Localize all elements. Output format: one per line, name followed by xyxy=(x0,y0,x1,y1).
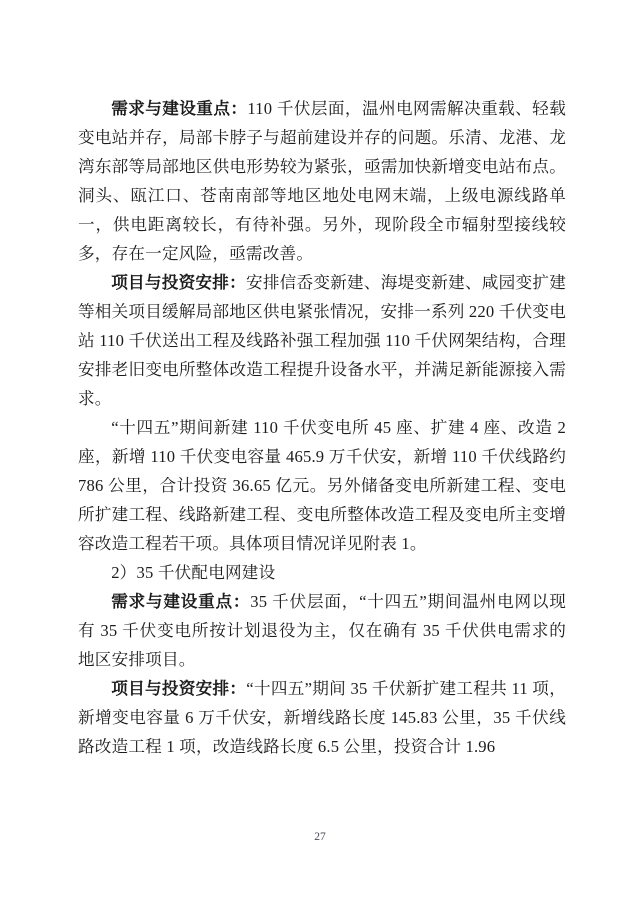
paragraph-text: 安排信岙变新建、海堤变新建、咸园变扩建等相关项目缓解局部地区供电紧张情况，安排一系列 220 千伏变电站 110 千伏送出工程及线路补强工程加强 110 千伏网架结构，合理安排老旧变电所整体改造工程提升设备水平，并满足新能源接入需求。 xyxy=(78,273,566,408)
paragraph-lead: 需求与建设重点： xyxy=(111,592,251,611)
heading-35kv-section xyxy=(78,558,566,587)
page-number: 27 xyxy=(314,831,326,843)
paragraph-text: 35 千伏层面，“十四五”期间温州电网以现有 35 千伏变电所按计划退役为主，仅在确有 35 千伏供电需求的地区安排项目。 xyxy=(78,592,567,669)
paragraph-lead: 需求与建设重点： xyxy=(111,99,248,118)
paragraph-110kv-statistics xyxy=(78,413,566,558)
paragraph-investment-110kv xyxy=(78,268,566,413)
document-body xyxy=(78,94,566,761)
heading-text: 2）35 千伏配电网建设 xyxy=(111,563,276,582)
paragraph-demand-35kv xyxy=(78,587,566,674)
paragraph-lead: 项目与投资安排： xyxy=(111,273,246,292)
paragraph-text: “十四五”期间 35 千伏新扩建工程共 11 项，新增变电容量 6 万千伏安，新增线路长度 145.83 公里，35 千伏线路改造工程 1 项，改造线路长度 6.5 公里，投资合计 1.96 xyxy=(78,679,566,756)
paragraph-demand-110kv xyxy=(78,94,566,268)
paragraph-text: “十四五”期间新建 110 千伏变电所 45 座、扩建 4 座、改造 2 座，新增 110 千伏变电容量 465.9 万千伏安，新增 110 千伏线路约 786 公里，合计投资 36.65 亿元。另外储备变电所新建工程、变电所扩建工程、线路新建工程、变电所整体改造工程及变电所主变增容改造工程若干项。具体项目情况详见附表 1。 xyxy=(78,418,566,553)
paragraph-text: 110 千伏层面，温州电网需解决重载、轻载变电站并存，局部卡脖子与超前建设并存的问题。乐清、龙港、龙湾东部等局部地区供电形势较为紧张，亟需加快新增变电站布点。洞头、瓯江口、苍南南部等地区地处电网末端，上级电源线路单一，供电距离较长，有待补强。另外，现阶段全市辐射型接线较多，存在一定风险，亟需改善。 xyxy=(78,99,566,263)
paragraph-lead: 项目与投资安排： xyxy=(111,679,247,698)
paragraph-investment-35kv xyxy=(78,674,566,761)
